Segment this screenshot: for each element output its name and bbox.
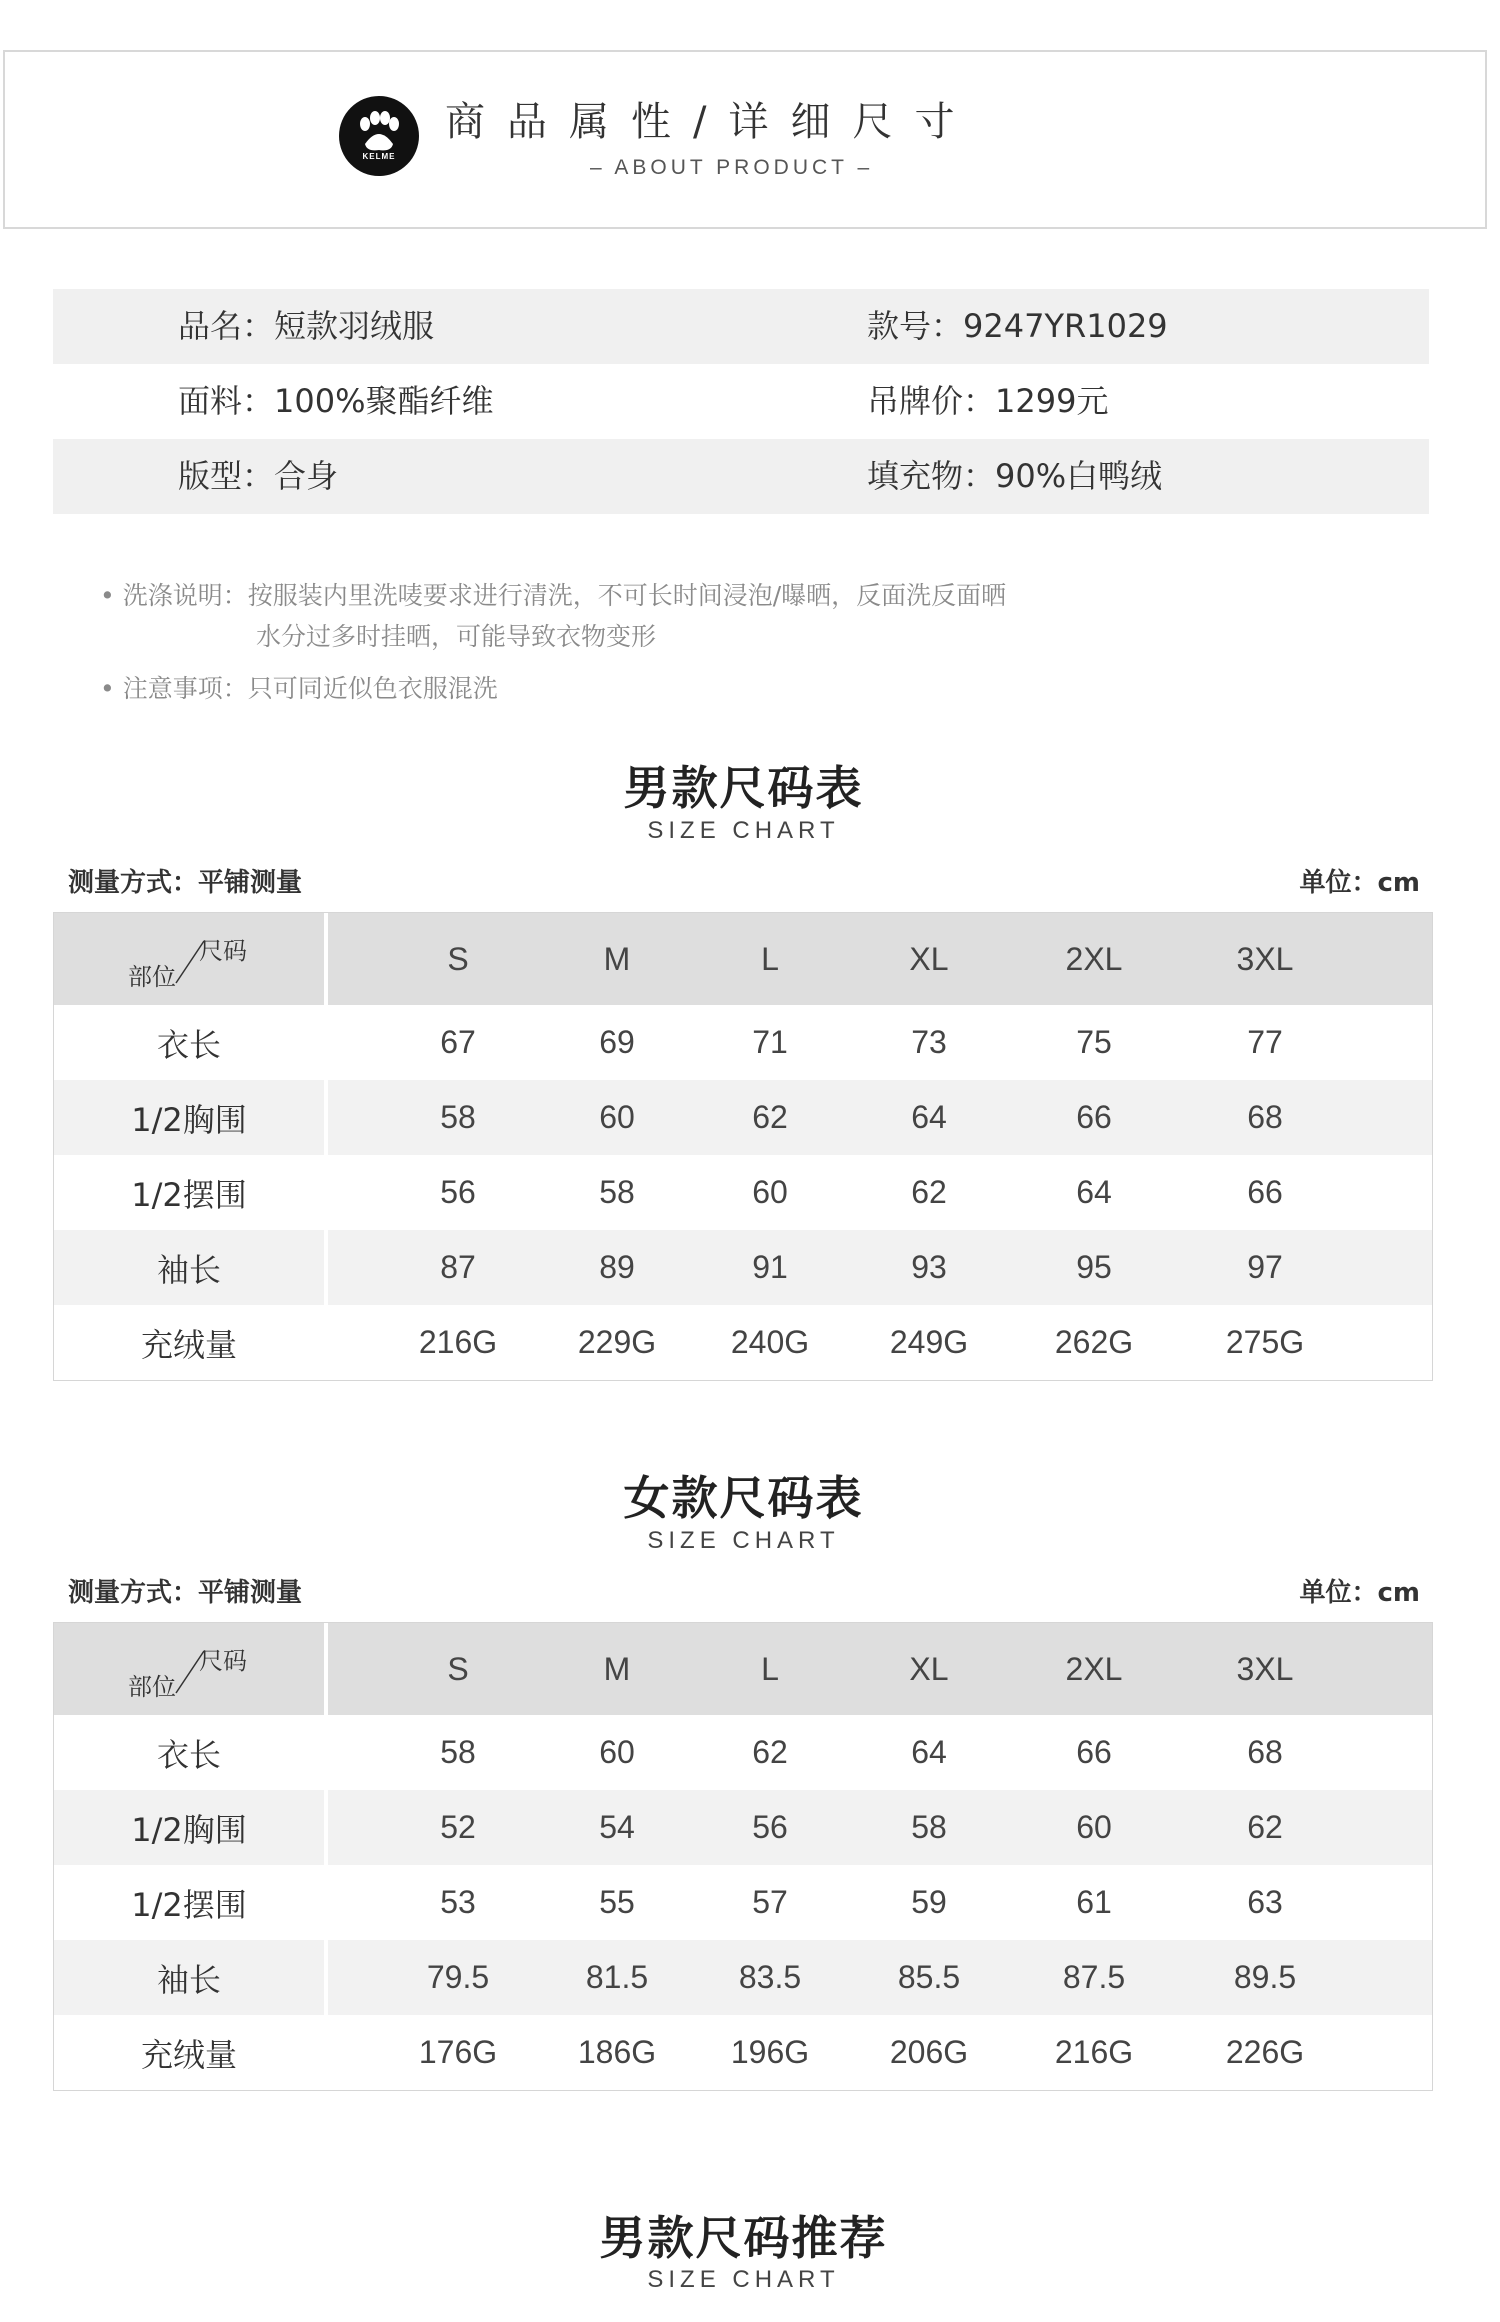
table-row — [54, 1790, 1432, 1865]
table-cell: 62 — [752, 1734, 788, 1770]
table-row — [54, 1005, 1432, 1080]
column-divider — [324, 1230, 328, 1305]
table-cell: 58 — [599, 1174, 635, 1210]
table-cell: 64 — [1076, 1174, 1112, 1210]
table-cell: 77 — [1247, 1024, 1283, 1060]
table-header-row — [54, 1623, 1432, 1715]
table-cell: 79.5 — [426, 1959, 490, 1995]
diagonal-line — [54, 1623, 324, 1715]
womens-chart-title: 女款尺码表 — [623, 1471, 864, 1525]
caution-note — [100, 669, 498, 705]
table-cell: 67 — [440, 1024, 476, 1060]
size-header-cell: S — [447, 1650, 469, 1687]
table-cell: 206G — [889, 2034, 969, 2070]
size-header-cell: L — [761, 1650, 779, 1687]
table-cell: 56 — [440, 1174, 476, 1210]
mens-recommend-title: 男款尺码推荐 — [599, 2211, 888, 2265]
row-label: 充绒量 — [140, 2035, 237, 2074]
row-label: 衣长 — [156, 1735, 221, 1774]
column-divider — [324, 1080, 328, 1155]
column-divider — [324, 1790, 328, 1865]
bullet: • — [100, 581, 115, 610]
table-cell: 275G — [1225, 1324, 1305, 1360]
table-cell: 64 — [911, 1099, 947, 1135]
table-cell: 60 — [752, 1174, 788, 1210]
table-cell: 62 — [1247, 1809, 1283, 1845]
size-header-cell: L — [761, 940, 779, 977]
table-cell: 81.5 — [585, 1959, 649, 1995]
corner-cell — [54, 913, 324, 1005]
table-cell: 229G — [577, 1324, 657, 1360]
table-cell: 95 — [1076, 1249, 1112, 1285]
row-label: 充绒量 — [140, 1325, 237, 1364]
table-cell: 249G — [889, 1324, 969, 1360]
table-cell: 56 — [752, 1809, 788, 1845]
table-cell: 58 — [440, 1099, 476, 1135]
table-cell: 53 — [440, 1884, 476, 1920]
bullet: • — [100, 674, 115, 703]
fit-type: 版型：合身 — [178, 457, 339, 495]
table-cell: 54 — [599, 1809, 635, 1845]
table-cell: 66 — [1076, 1734, 1112, 1770]
table-cell: 55 — [599, 1884, 635, 1920]
corner-cell — [54, 1623, 324, 1715]
diagonal-line — [54, 913, 324, 1005]
table-cell: 216G — [418, 1324, 498, 1360]
wash-instructions-cont: 水分过多时挂晒，可能导致衣物变形 — [256, 622, 657, 651]
table-cell: 91 — [752, 1249, 788, 1285]
column-divider — [324, 2015, 328, 2090]
table-row — [54, 2015, 1432, 2090]
table-cell: 87 — [440, 1249, 476, 1285]
header-title: 商品属性/详细尺寸 — [445, 99, 977, 145]
table-cell: 64 — [911, 1734, 947, 1770]
size-header-cell: M — [603, 1650, 631, 1687]
row-label: 袖长 — [156, 1250, 221, 1289]
table-cell: 66 — [1247, 1174, 1283, 1210]
row-label: 1/2摆围 — [131, 1885, 247, 1924]
row-label: 袖长 — [156, 1960, 221, 1999]
caution-text: 注意事项：只可同近似色衣服混洗 — [122, 674, 498, 703]
header-subtitle: – ABOUT PRODUCT – — [590, 156, 874, 179]
table-row — [54, 1305, 1432, 1380]
corner-part-label: 部位 — [128, 963, 176, 991]
table-cell: 62 — [752, 1099, 788, 1135]
column-divider — [324, 1940, 328, 2015]
size-header-cell: XL — [909, 940, 949, 977]
table-cell: 68 — [1247, 1734, 1283, 1770]
info-row — [53, 289, 1429, 364]
column-divider — [324, 1305, 328, 1380]
info-row — [53, 439, 1429, 514]
column-divider — [324, 1865, 328, 1940]
table-cell: 59 — [911, 1884, 947, 1920]
womens-unit: 单位：cm — [1299, 1578, 1420, 1608]
product-name: 品名：短款羽绒服 — [178, 307, 435, 345]
table-header-row — [54, 913, 1432, 1005]
wash-text: 洗涤说明：按服装内里洗唛要求进行清洗，不可长时间浸泡/曝晒，反面洗反面晒 — [122, 581, 1007, 610]
page-header — [3, 50, 1487, 229]
table-cell: 62 — [911, 1174, 947, 1210]
table-cell: 66 — [1076, 1099, 1112, 1135]
table-cell: 262G — [1054, 1324, 1134, 1360]
table-row — [54, 1865, 1432, 1940]
womens-chart-subtitle: SIZE CHART — [647, 1527, 840, 1554]
filling: 填充物：90%白鸭绒 — [867, 457, 1163, 495]
table-cell: 60 — [599, 1099, 635, 1135]
tag-price: 吊牌价：1299元 — [867, 382, 1109, 420]
table-cell: 89 — [599, 1249, 635, 1285]
table-cell: 240G — [730, 1324, 810, 1360]
mens-size-table — [53, 912, 1433, 1381]
table-cell: 63 — [1247, 1884, 1283, 1920]
kelme-logo — [339, 96, 419, 176]
table-cell: 73 — [911, 1024, 947, 1060]
table-row — [54, 1080, 1432, 1155]
wash-instructions — [100, 576, 1006, 612]
table-cell: 69 — [599, 1024, 635, 1060]
womens-measure-method: 测量方式：平铺测量 — [68, 1578, 303, 1608]
fabric: 面料：100%聚酯纤维 — [178, 382, 494, 420]
table-cell: 58 — [440, 1734, 476, 1770]
table-row — [54, 1155, 1432, 1230]
mens-unit: 单位：cm — [1299, 868, 1420, 898]
row-label: 1/2摆围 — [131, 1175, 247, 1214]
column-divider — [324, 1155, 328, 1230]
table-cell: 60 — [599, 1734, 635, 1770]
table-row — [54, 1715, 1432, 1790]
column-divider — [324, 1715, 328, 1790]
table-cell: 216G — [1054, 2034, 1134, 2070]
column-divider — [324, 1005, 328, 1080]
table-cell: 89.5 — [1233, 1959, 1297, 1995]
table-cell: 93 — [911, 1249, 947, 1285]
table-cell: 75 — [1076, 1024, 1112, 1060]
table-cell: 52 — [440, 1809, 476, 1845]
table-row — [54, 1940, 1432, 2015]
table-cell: 97 — [1247, 1249, 1283, 1285]
size-header-cell: 2XL — [1065, 1650, 1123, 1687]
womens-size-table — [53, 1622, 1433, 2091]
mens-measure-method: 测量方式：平铺测量 — [68, 868, 303, 898]
mens-chart-title: 男款尺码表 — [623, 761, 864, 815]
table-cell: 83.5 — [738, 1959, 802, 1995]
logo-text: KELME — [362, 152, 396, 161]
row-label: 衣长 — [156, 1025, 221, 1064]
size-header-cell: 3XL — [1236, 1650, 1294, 1687]
table-cell: 57 — [752, 1884, 788, 1920]
table-cell: 58 — [911, 1809, 947, 1845]
table-cell: 87.5 — [1062, 1959, 1126, 1995]
table-cell: 68 — [1247, 1099, 1283, 1135]
size-header-cell: 3XL — [1236, 940, 1294, 977]
table-cell: 186G — [577, 2034, 657, 2070]
mens-chart-subtitle: SIZE CHART — [647, 817, 840, 844]
product-info-table — [53, 289, 1429, 514]
row-label: 1/2胸围 — [131, 1100, 247, 1139]
size-header-cell: S — [447, 940, 469, 977]
row-label: 1/2胸围 — [131, 1810, 247, 1849]
size-header-cell: XL — [909, 1650, 949, 1687]
table-cell: 71 — [752, 1024, 788, 1060]
info-row — [53, 364, 1429, 439]
table-cell: 176G — [418, 2034, 498, 2070]
table-cell: 61 — [1076, 1884, 1112, 1920]
style-number: 款号：9247YR1029 — [867, 307, 1168, 345]
table-cell: 60 — [1076, 1809, 1112, 1845]
corner-part-label: 部位 — [128, 1673, 176, 1701]
corner-size-label: 尺码 — [199, 1647, 247, 1675]
table-row — [54, 1230, 1432, 1305]
size-header-cell: M — [603, 940, 631, 977]
table-cell: 85.5 — [897, 1959, 961, 1995]
table-cell: 196G — [730, 2034, 810, 2070]
column-divider — [324, 913, 328, 1005]
size-header-cell: 2XL — [1065, 940, 1123, 977]
table-cell: 226G — [1225, 2034, 1305, 2070]
column-divider — [324, 1623, 328, 1715]
corner-size-label: 尺码 — [199, 937, 247, 965]
mens-recommend-subtitle: SIZE CHART — [647, 2266, 840, 2293]
